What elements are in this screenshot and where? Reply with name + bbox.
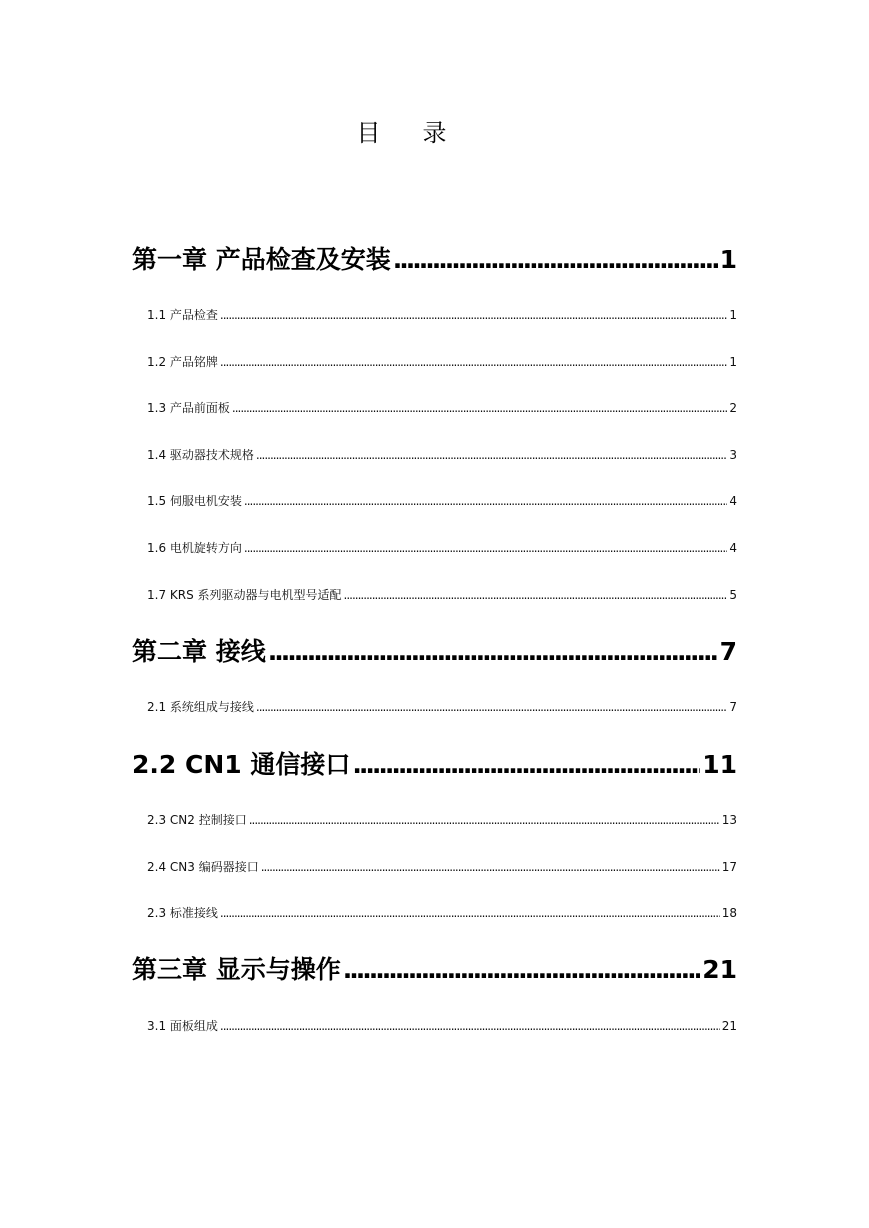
toc-entry-2-3b[interactable] bbox=[147, 903, 737, 923]
dot-leader bbox=[256, 445, 727, 465]
toc-title-right: 录 bbox=[422, 119, 447, 147]
toc-entry-page: 1 bbox=[719, 245, 737, 274]
toc-entry-page: 1 bbox=[729, 308, 737, 322]
toc-entry-page: 7 bbox=[729, 700, 737, 714]
toc-entry-1-4[interactable] bbox=[147, 445, 737, 465]
toc-entry-page: 21 bbox=[702, 955, 737, 984]
toc-entry-label: 1.7 KRS 系列驱动器与电机型号适配 bbox=[147, 588, 342, 602]
toc-entry-page: 13 bbox=[721, 813, 737, 827]
toc-entry-label: 2.3 标准接线 bbox=[147, 906, 218, 920]
toc-entry-label: 1.2 产品铭牌 bbox=[147, 355, 218, 369]
toc-entry-label: 2.2 CN1 通信接口 bbox=[132, 750, 351, 779]
toc-entry-page: 2 bbox=[729, 401, 737, 415]
dot-leader bbox=[343, 950, 700, 990]
toc-entry-label: 第二章 接线 bbox=[132, 637, 266, 666]
toc-entry-1-5[interactable] bbox=[147, 491, 737, 511]
dot-leader bbox=[352, 745, 700, 785]
toc-entry-2-1[interactable] bbox=[147, 697, 737, 717]
toc-entry-page: 17 bbox=[721, 860, 737, 874]
toc-entry-page: 18 bbox=[721, 906, 737, 920]
toc-title bbox=[0, 113, 803, 148]
toc-entry-1-3[interactable] bbox=[147, 398, 737, 418]
dot-leader bbox=[220, 903, 720, 923]
dot-leader bbox=[268, 632, 718, 672]
toc-entry-label: 2.4 CN3 编码器接口 bbox=[147, 860, 259, 874]
toc-entry-label: 第三章 显示与操作 bbox=[132, 955, 341, 984]
toc-entry-page: 4 bbox=[729, 494, 737, 508]
dot-leader bbox=[220, 352, 727, 372]
toc-entry-page: 7 bbox=[719, 637, 737, 666]
dot-leader bbox=[220, 305, 727, 325]
dot-leader bbox=[344, 585, 728, 605]
toc-entry-1-2[interactable] bbox=[147, 352, 737, 372]
toc-entry-1-7[interactable] bbox=[147, 585, 737, 605]
dot-leader bbox=[256, 697, 727, 717]
toc-entry-label: 2.1 系统组成与接线 bbox=[147, 700, 254, 714]
toc-entry-2-2[interactable] bbox=[132, 745, 737, 785]
toc-entry-1-6[interactable] bbox=[147, 538, 737, 558]
toc-entry-page: 5 bbox=[729, 588, 737, 602]
toc-entry-page: 21 bbox=[721, 1019, 737, 1033]
toc-entry-chapter-2[interactable] bbox=[132, 632, 737, 672]
dot-leader bbox=[244, 538, 727, 558]
dot-leader bbox=[244, 491, 727, 511]
toc-entry-page: 4 bbox=[729, 541, 737, 555]
toc-entry-label: 1.5 伺服电机安装 bbox=[147, 494, 242, 508]
toc-entry-page: 3 bbox=[729, 448, 737, 462]
toc-entry-page: 1 bbox=[729, 355, 737, 369]
toc-entry-2-3[interactable] bbox=[147, 810, 737, 830]
dot-leader bbox=[249, 810, 720, 830]
toc-entry-chapter-3[interactable] bbox=[132, 950, 737, 990]
toc-entry-label: 1.4 驱动器技术规格 bbox=[147, 448, 254, 462]
dot-leader bbox=[232, 398, 727, 418]
dot-leader bbox=[220, 1016, 720, 1036]
toc-entry-page: 11 bbox=[702, 750, 737, 779]
toc-entry-3-1[interactable] bbox=[147, 1016, 737, 1036]
toc-entry-label: 1.3 产品前面板 bbox=[147, 401, 230, 415]
toc-entry-label: 1.6 电机旋转方向 bbox=[147, 541, 242, 555]
toc-title-left: 目 bbox=[356, 119, 381, 147]
dot-leader bbox=[261, 857, 720, 877]
toc-entry-label: 1.1 产品检查 bbox=[147, 308, 218, 322]
toc-entry-label: 第一章 产品检查及安装 bbox=[132, 245, 391, 274]
toc-entry-chapter-1[interactable] bbox=[132, 240, 737, 280]
dot-leader bbox=[393, 240, 718, 280]
toc-entry-label: 2.3 CN2 控制接口 bbox=[147, 813, 247, 827]
toc-entry-2-4[interactable] bbox=[147, 857, 737, 877]
toc-entry-1-1[interactable] bbox=[147, 305, 737, 325]
toc-entry-label: 3.1 面板组成 bbox=[147, 1019, 218, 1033]
